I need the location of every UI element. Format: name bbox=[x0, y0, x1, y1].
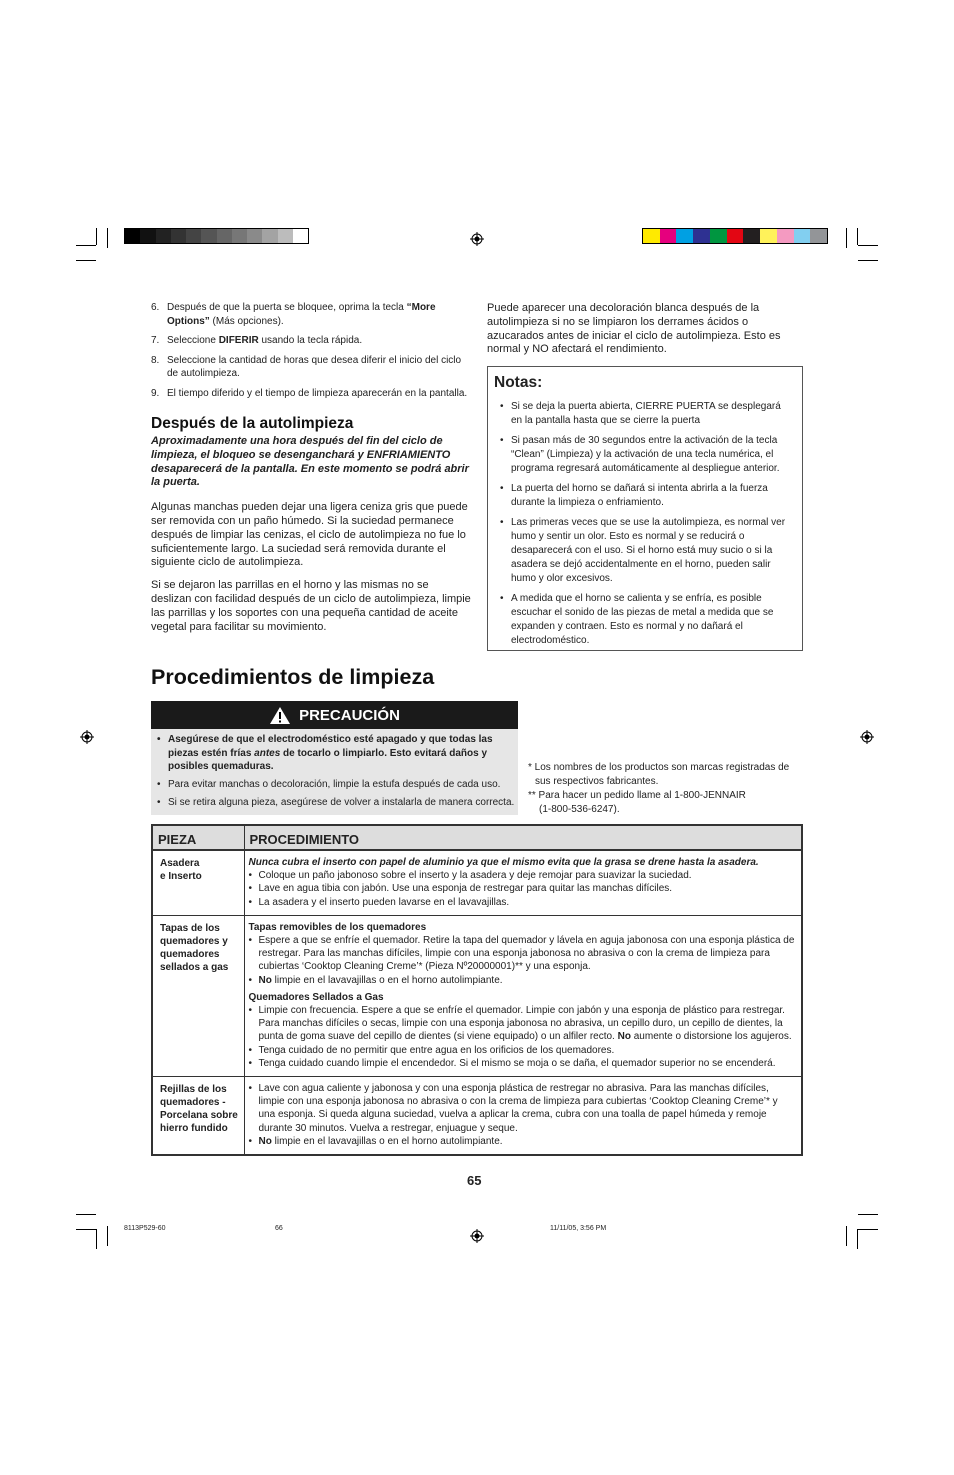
color-swatch bbox=[247, 229, 262, 243]
color-swatch bbox=[171, 229, 186, 243]
color-swatch bbox=[643, 229, 660, 243]
procedure-item: • No limpie en el lavavajillas o en el horno autolimpiante. bbox=[249, 974, 796, 987]
procedure-item: • Tenga cuidado cuando limpie el encendedor. Si el mismo se moja o se daña, el quemador superior no se encenderá. bbox=[249, 1057, 796, 1070]
part-name: Tapas de los quemadores y quemadores sellados a gas bbox=[152, 915, 244, 1076]
after-clean-paragraph: Algunas manchas pueden dejar una ligera ceniza gris que puede ser removida con un paño húmedo. Si la suciedad permanece después de limpiar las cenizas, el ciclo de autolimpieza no fue lo suficientemente largo. La suciedad será removida durante el siguiente ciclo de autolimpieza. bbox=[151, 501, 468, 569]
procedure-cell: Tapas removibles de los quemadores • Espere a que se enfríe el quemador. Retire la tapa del quemador y lávela en aguja jabonosa con una esponja plástica de restregar. Para las manchas difíciles, limpie con una esponja jabonosa no abrasiva o con la crema de limpieza para cubiertas ‘Cooktop Cleaning Creme’* (Pieza Nº20000001)** y una esponja. • No limpie en el lavavajillas o en el horno autolimpiante. Quemadores Sellados a Gas • Limpie con frecuencia. Espere a que se enfríe el quemador. Limpie con jabón y una esponja de plástico para restregar. Para manchas difíciles o secas, limpie con una esponja jabonosa no abrasiva, un cepillo duro, un cepillo de dientes, la punta de goma suave del cepillo de dientes (si viene equipado) o un alfiler recto. No aumente o distorsione los agujeros. • Tenga cuidado de no permitir que entre agua en los orificios de los quemadores. • Tenga cuidado cuando limpie el encendedor. Si el mismo se moja o se daña, el quemador superior no se encenderá. bbox=[244, 915, 802, 1076]
color-swatches bbox=[642, 228, 828, 244]
footnote: ** Para hacer un pedido llame al 1-800-JENNAIR bbox=[528, 790, 746, 801]
caution-banner bbox=[151, 701, 518, 729]
procedure-item: • Lave en agua tibia con jabón. Use una esponja de restregar para quitar las manchas difíciles. bbox=[249, 882, 796, 895]
column-header: PROCEDIMIENTO bbox=[244, 825, 802, 850]
color-swatch bbox=[760, 229, 777, 243]
notes-box bbox=[487, 366, 803, 651]
color-swatch bbox=[676, 229, 693, 243]
color-swatch bbox=[727, 229, 744, 243]
caution-item: • Para evitar manchas o decoloración, limpie la estufa después de cada uso. bbox=[151, 778, 516, 792]
color-swatch bbox=[278, 229, 293, 243]
caution-body bbox=[151, 729, 518, 815]
registration-mark-icon bbox=[470, 232, 484, 246]
color-swatch bbox=[156, 229, 171, 243]
footnote: (1-800-536-6247). bbox=[539, 804, 620, 815]
color-swatch bbox=[217, 229, 232, 243]
procedure-item: • Espere a que se enfríe el quemador. Retire la tapa del quemador y lávela en aguja jabonosa con una esponja plástica de restregar. Para las manchas difíciles, limpie con una esponja jabonosa no abrasiva o con la crema de limpieza para cubiertas ‘Cooktop Cleaning Creme’* (Pieza Nº20000001)** y una esponja. bbox=[249, 934, 796, 974]
right-intro-paragraph: Puede aparecer una decoloración blanca después de la autolimpieza si no se limpiaron los derrames ácidos o azucarados antes de iniciar el ciclo de autolimpieza. Esto es normal y NO afectará el rendimiento. bbox=[487, 302, 781, 356]
table-row bbox=[152, 1077, 802, 1156]
footnote: sus respectivos fabricantes. bbox=[535, 776, 659, 787]
procedure-item: • Limpie con frecuencia. Espere a que se enfríe el quemador. Limpie con jabón y una esponja de plástico para restregar. Para manchas difíciles o secas, limpie con una esponja jabonosa no abrasiva, un cepillo duro, un cepillo de dientes, la punta de goma suave del cepillo de dientes (si viene equipado) o un alfiler recto. No aumente o distorsione los agujeros. bbox=[249, 1004, 796, 1044]
note-item: • Las primeras veces que se use la autolimpieza, es normal ver humo y sentir un olor. Esto es normal y se reducirá o desaparecerá con el uso. Si el horno está muy sucio o si la asadera se dejó accidentalmente en el horno, pueden salir humo y olor excesivos. bbox=[494, 516, 794, 586]
section-title: Procedimientos de limpieza bbox=[151, 665, 435, 689]
cleaning-table bbox=[151, 824, 803, 1156]
caution-item: • Asegúrese de que el electrodoméstico esté apagado y que todas las piezas estén frías antes de tocarlo o limpiarlo. Esto evitará daños y posibles quemaduras. bbox=[151, 733, 516, 774]
caution-item: • Si se retira alguna pieza, asegúrese de volver a instalarla de manera correcta. bbox=[151, 796, 516, 810]
note-item: • Si se deja la puerta abierta, CIERRE PUERTA se desplegará en la pantalla hasta que se cierre la puerta bbox=[494, 400, 794, 428]
color-swatch bbox=[262, 229, 277, 243]
notes-list bbox=[494, 400, 794, 648]
procedure-cell: Nunca cubra el inserto con papel de aluminio ya que el mismo evita que la grasa se drene hasta la asadera. • Coloque un paño jabonoso sobre el inserto y la asadera y deje remojar para suavizar la suciedad. • Lave en agua tibia con jabón. Use una esponja de restregar para quitar las manchas difíciles. • La asadera y el inserto pueden lavarse en el lavavajillas. bbox=[244, 850, 802, 915]
step-item: 6. Después de que la puerta se bloquee, oprima la tecla “More Options” (Más opciones). bbox=[151, 302, 436, 327]
note-item: • A medida que el horno se calienta y se enfría, es posible escuchar el sonido de las piezas de metal a medida que se expanden y contraen. Esto es normal y no dañará el electrodoméstico. bbox=[494, 592, 794, 648]
left-column bbox=[151, 301, 471, 634]
after-clean-intro: Aproximadamente una hora después del fin del ciclo de limpieza, el bloqueo se desenganchará y ENFRIAMIENTO desaparecerá de la pantalla. En este momento se podrá abrir la puerta. bbox=[151, 435, 469, 489]
registration-mark-icon bbox=[470, 1229, 484, 1243]
footnotes bbox=[528, 761, 808, 817]
warning-icon bbox=[269, 706, 291, 725]
table-row bbox=[152, 915, 802, 1076]
grayscale-swatches bbox=[124, 228, 309, 244]
color-swatch bbox=[125, 229, 140, 243]
color-swatch bbox=[232, 229, 247, 243]
notes-heading: Notas: bbox=[494, 374, 543, 391]
after-clean-heading: Después de la autolimpieza bbox=[151, 415, 354, 432]
step-item: 7. Seleccione DIFERIR usando la tecla rápida. bbox=[151, 335, 363, 346]
color-swatch bbox=[777, 229, 794, 243]
part-name: Asadera e Inserto bbox=[152, 850, 244, 915]
procedure-cell bbox=[244, 1077, 802, 1156]
color-swatch bbox=[140, 229, 155, 243]
after-clean-paragraph: Si se dejaron las parrillas en el horno y las mismas no se deslizan con facilidad después de un ciclo de autolimpieza, limpie las parrillas y los soportes con una pequeña cantidad de aceite vegetal para facilitar su movimiento. bbox=[151, 579, 471, 633]
procedure-item: • Tenga cuidado de no permitir que entre agua en los orificios de los quemadores. bbox=[249, 1044, 796, 1057]
procedure-item: • La asadera y el inserto pueden lavarse en el lavavajillas. bbox=[249, 896, 796, 909]
color-swatch bbox=[660, 229, 677, 243]
color-swatch bbox=[710, 229, 727, 243]
color-swatch bbox=[201, 229, 216, 243]
color-swatch bbox=[693, 229, 710, 243]
color-swatch bbox=[293, 229, 308, 243]
color-swatch bbox=[794, 229, 811, 243]
registration-mark-icon bbox=[80, 730, 94, 744]
color-swatch bbox=[743, 229, 760, 243]
part-name: Rejillas de los quemadores - Porcelana sobre hierro fundido bbox=[152, 1077, 244, 1156]
step-list bbox=[151, 301, 471, 400]
note-item: • La puerta del horno se dañará si intenta abrirla a la fuerza durante la limpieza o enfriamiento. bbox=[494, 482, 794, 510]
procedure-item: • Lave con agua caliente y jabonosa y con una esponja plástica de restregar no abrasiva. Para las manchas difíciles, limpie con una esponja jabonosa no abrasiva o con la crema de limpieza para cubiertas ‘Cooktop Cleaning Creme’* y una esponja. Si queda alguna suciedad, vuelva a aplicar la crema, cubra con una toalla de papel húmeda y remoje durante 30 minutos. Vuelva a restregar, enjuague y seque. bbox=[249, 1082, 796, 1135]
table-header-row bbox=[152, 825, 802, 850]
footnote: * Los nombres de los productos son marcas registradas de bbox=[528, 762, 790, 773]
slug-page: 66 bbox=[275, 1225, 283, 1232]
slug-date: 11/11/05, 3:56 PM bbox=[550, 1225, 607, 1232]
page-number: 65 bbox=[467, 1173, 482, 1188]
color-swatch bbox=[186, 229, 201, 243]
caution-label: PRECAUCIÓN bbox=[299, 706, 400, 724]
step-item: 9. El tiempo diferido y el tiempo de limpieza aparecerán en la pantalla. bbox=[151, 387, 468, 399]
color-swatch bbox=[810, 229, 827, 243]
step-item: 8. Seleccione la cantidad de horas que desea diferir el inicio del ciclo de autolimpieza. bbox=[151, 354, 462, 379]
slug-file: 8113P529-60 bbox=[124, 1225, 166, 1232]
procedure-item: • Coloque un paño jabonoso sobre el inserto y la asadera y deje remojar para suavizar la suciedad. bbox=[249, 869, 796, 882]
registration-mark-icon bbox=[860, 730, 874, 744]
column-header: PIEZA bbox=[152, 825, 244, 850]
table-row bbox=[152, 850, 802, 915]
procedure-item: • No limpie en el lavavajillas o en el horno autolimpiante. bbox=[249, 1135, 796, 1148]
note-item: • Si pasan más de 30 segundos entre la activación de la tecla “Clean” (Limpieza) y la activación de una tecla numérica, el programa regresará automáticamente al despliegue anterior. bbox=[494, 434, 794, 476]
